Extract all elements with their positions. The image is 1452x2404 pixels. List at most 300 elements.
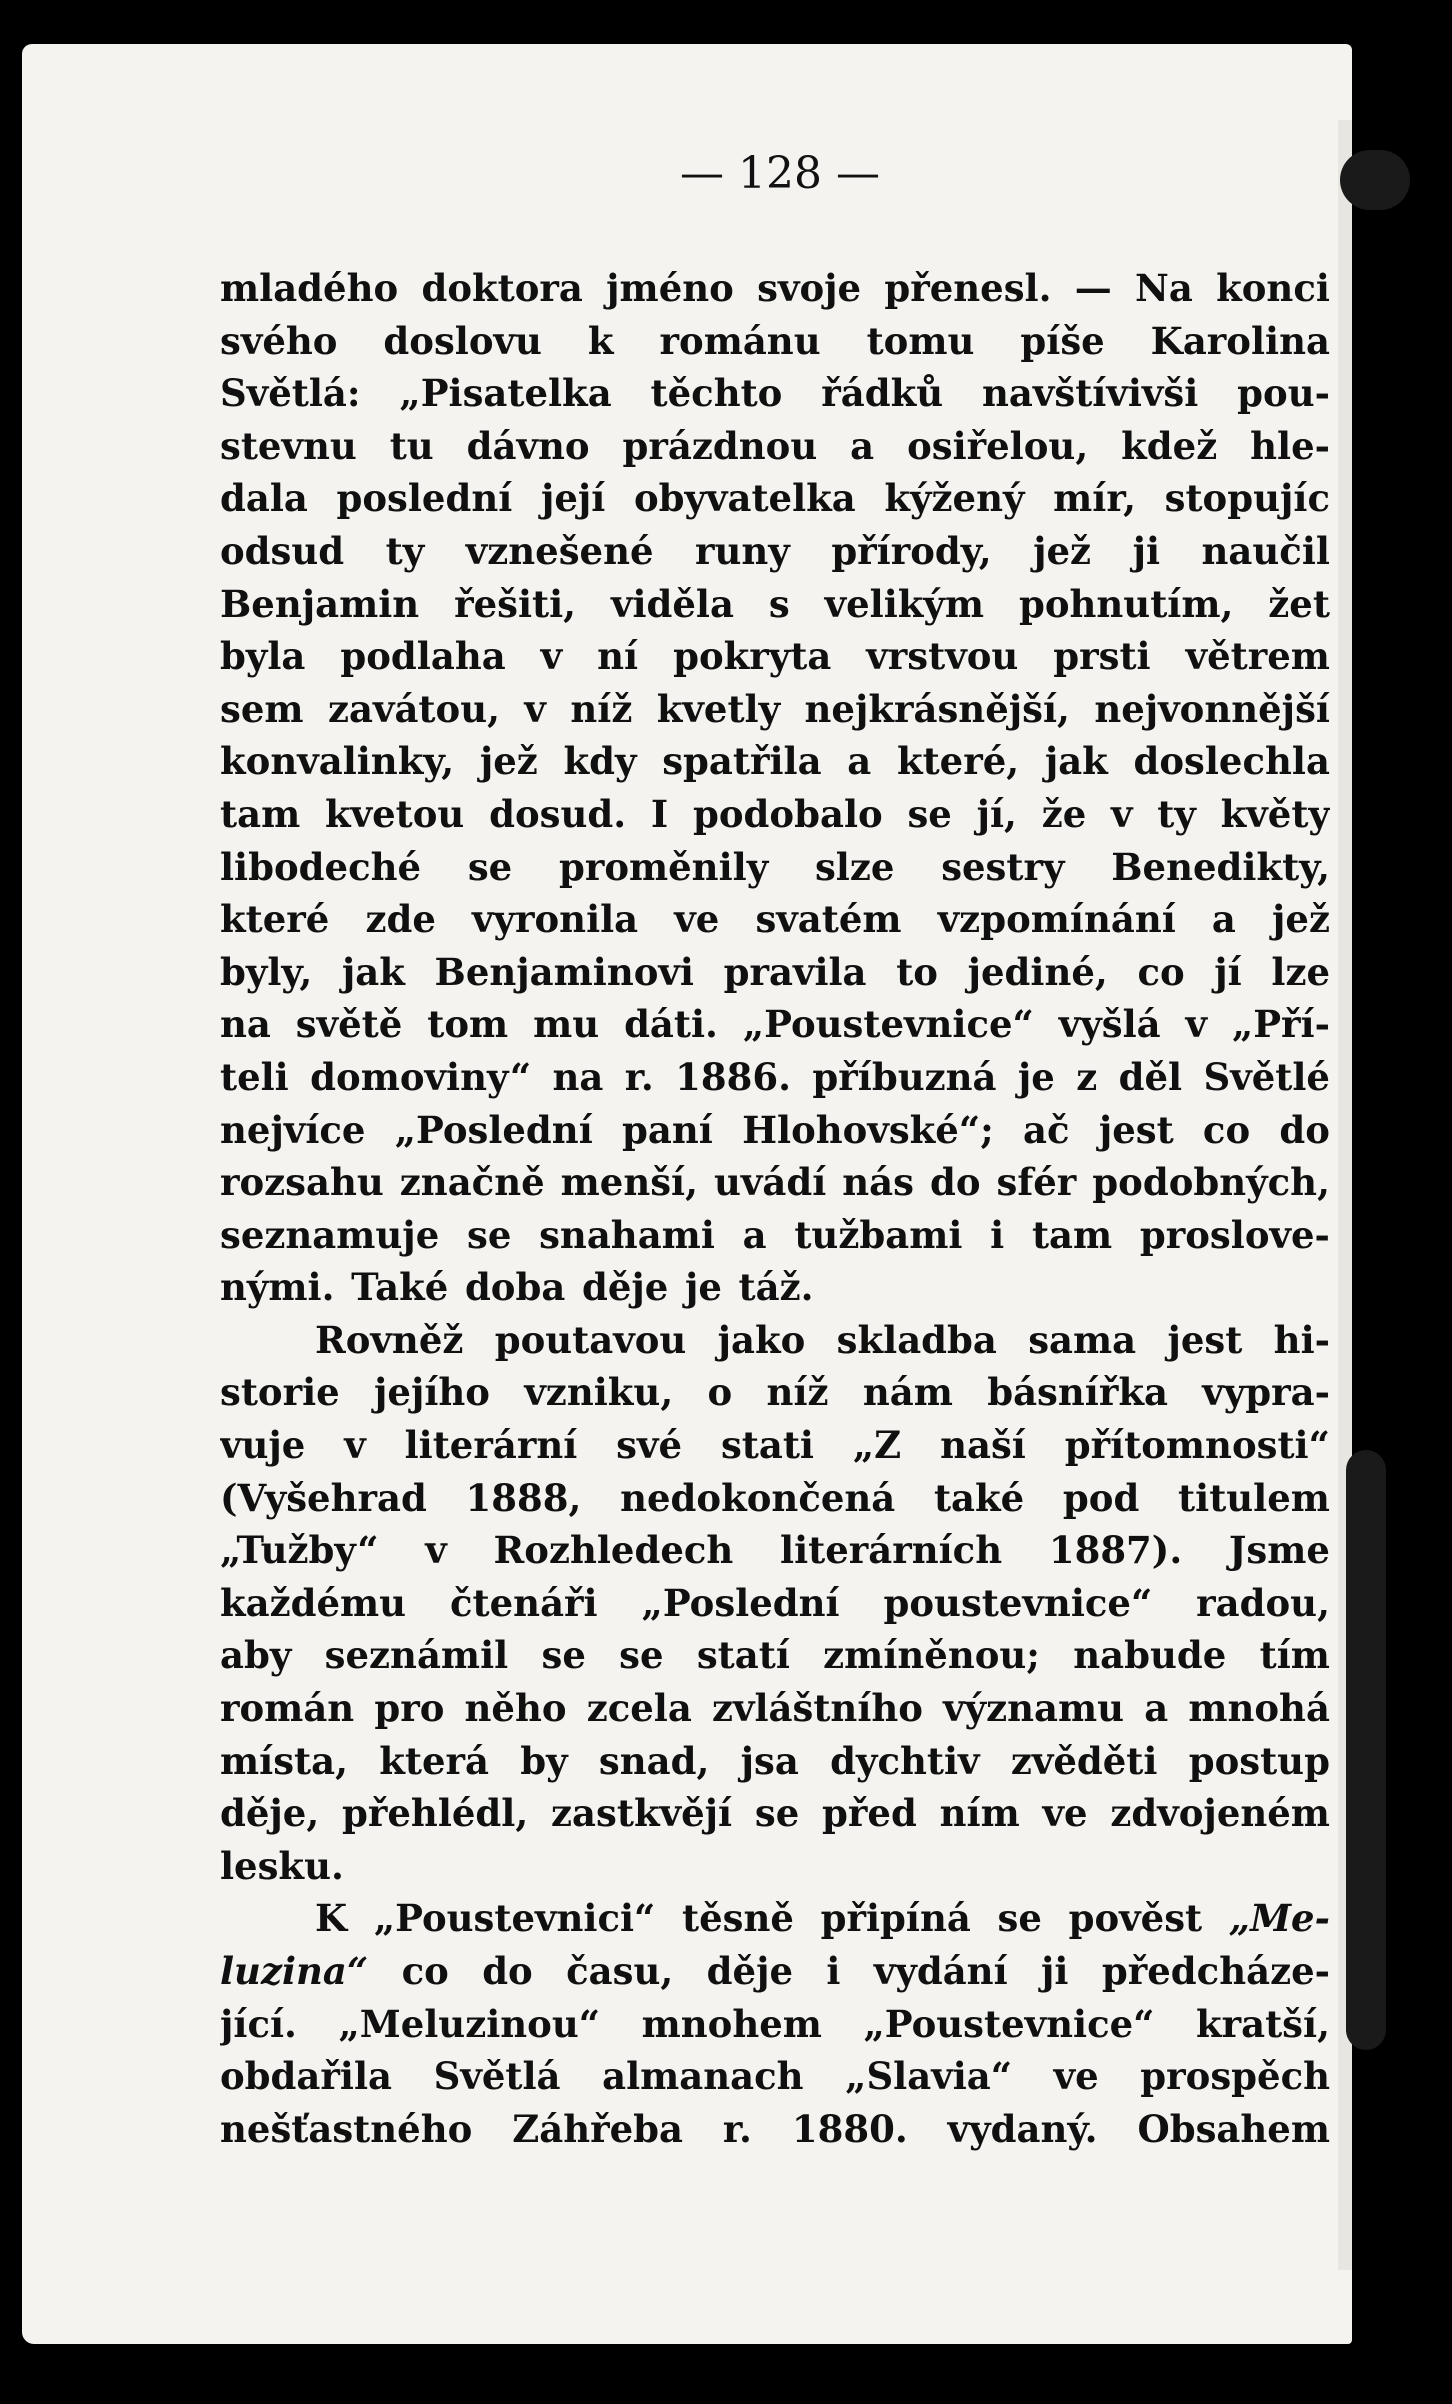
word: pověst [1068,1896,1203,1941]
word: vydaný. [947,2106,1098,2151]
word: nám [862,1370,953,1415]
text-line [220,578,1330,631]
word: 1880. [791,2106,908,2151]
text-line [220,998,1330,1051]
word: „Slavia“ [845,2054,1013,2099]
word: světě [295,1002,403,1047]
word: co [401,1949,449,1993]
word: kýžený [884,476,1025,521]
word: aby [220,1633,292,1678]
word: by [520,1738,568,1783]
word: řádků [821,371,944,416]
word: „Poslední [641,1580,840,1625]
text-line [220,1629,1330,1682]
word: jediné, [967,949,1108,994]
word: o [707,1370,733,1415]
word: v [540,634,563,679]
word: snad, [598,1738,710,1783]
word: doslechla [1133,739,1330,784]
word: a [742,1212,767,1257]
word: těchto [650,371,783,416]
text-line [220,525,1330,578]
word: přítomnosti“ [1064,1423,1330,1468]
word: dáti. [624,1002,718,1047]
word: kvetly [656,686,781,731]
word: zdvojeném [1110,1791,1330,1836]
word: se [619,1633,664,1678]
word: její [540,476,606,521]
word: ve [674,897,720,942]
word: vypra- [1202,1370,1330,1415]
word: jest [1098,1107,1174,1152]
word: jak [1044,739,1108,784]
word: rozsahu [220,1160,384,1205]
word: pod [1062,1475,1140,1520]
word: které, [896,739,1020,784]
word: tím [1259,1633,1330,1678]
scan-shadow-lower [1346,1450,1386,2050]
word: pohnutím, [1018,581,1234,626]
word: jež [479,739,538,784]
word: zvláštního [711,1686,923,1731]
text-line [220,735,1330,788]
word: které [220,897,330,942]
word: I [650,791,669,836]
text-line [220,683,1330,736]
word: tom [427,1002,509,1047]
word: nás [842,1160,914,1205]
word: sfér [996,1160,1077,1205]
word: dosud. [489,791,627,836]
word: nejvíce [220,1107,366,1152]
word: Benjamin [220,581,420,626]
word: času, [566,1949,674,1993]
word: děl [1118,1054,1183,1099]
word: významu [943,1686,1125,1731]
text-line [220,2103,1330,2156]
word: „Poustevnici“ [373,1896,656,1941]
word: spatřila [662,739,822,784]
word: Záhřeba [512,2106,683,2151]
word: prázdnou [622,423,818,468]
text-line [220,1472,1330,1525]
word: ji [1132,528,1161,573]
word: jsa [740,1738,799,1783]
word: vyronila [472,897,639,942]
word: jak [341,949,405,994]
word: paní [622,1107,713,1152]
word: jí [1214,949,1242,994]
word: Světlé [1203,1054,1330,1099]
word: odsud [220,528,345,573]
word: ve [1042,1791,1088,1836]
word: něho [464,1686,567,1731]
word: Světlá: [220,371,361,416]
word: prsti [1053,634,1151,679]
word: připíná [820,1896,971,1941]
word: jako [717,1317,806,1362]
word: dychtiv [830,1738,980,1783]
text-line [220,2050,1330,2103]
word: obyvatelka [633,476,856,521]
word: seznámil [324,1633,509,1678]
word: k [587,318,614,363]
word: děje [706,1949,793,1993]
word: tužbami [794,1212,963,1257]
word: lesku. [220,1843,344,1888]
word: román [220,1686,355,1731]
word: se [997,1896,1042,1941]
word: větrem [1185,634,1330,679]
word: „Meluzinou“ [338,2001,601,2046]
word: řešiti, [454,581,577,626]
word: co [1137,949,1185,994]
word: níž [570,686,633,731]
word: Obsahem [1137,2106,1330,2151]
word: Jsme [1228,1528,1330,1573]
word: (Vyšehrad [220,1475,427,1520]
word: titulem [1178,1475,1330,1520]
word: také [933,1475,1025,1520]
word: Na [1135,266,1193,310]
word: těsně [682,1896,794,1941]
word: skladba [836,1317,997,1362]
word: a [1211,897,1236,942]
word: „Poustevnice“ [742,1002,1034,1047]
word: Rozhledech [493,1528,734,1573]
word: jež [1272,897,1330,942]
word: vuje [220,1423,306,1468]
word: vzpomínání [937,897,1176,942]
word: „Pří- [1231,1002,1330,1047]
word: to [896,949,938,994]
word: snahami [539,1212,715,1257]
word: čtenáři [450,1580,598,1625]
word: a [847,739,872,784]
word: do [929,1160,981,1205]
page-number: — 128 — [680,148,880,199]
word: mu [533,1002,600,1047]
text-line [220,1735,1330,1788]
word: postup [1188,1738,1330,1783]
word: táž. [738,1265,814,1310]
text-line [220,262,1330,315]
word: v [1111,791,1133,836]
word: podobných, [1092,1160,1330,1205]
text-line [220,1104,1330,1157]
word: vyšlá [1058,1002,1161,1047]
word: nými. [220,1265,335,1310]
word: osiřelou, [907,423,1089,468]
word: vydání [873,1949,1008,1993]
text-line [220,1577,1330,1630]
word: se [467,844,513,889]
word: „Pisatelka [399,371,612,416]
word: dala [220,476,308,521]
word: svého [220,318,338,363]
word: proslove- [1139,1212,1330,1257]
text-line [220,1051,1330,1104]
text-line [220,1366,1330,1419]
text-line [220,1419,1330,1472]
word: naší [940,1423,1026,1468]
word: i [826,1949,841,1993]
word: v [425,1528,447,1573]
word: slze [814,844,895,889]
word: že [1041,791,1087,836]
word: květy [1220,791,1330,836]
word: „Z [852,1423,902,1468]
word: pokryta [673,634,832,679]
word: „Poslední [394,1107,593,1152]
word: almanach [602,2054,804,2099]
text-line [220,630,1330,683]
word: prospěch [1140,2054,1330,2099]
word: pou- [1237,371,1330,416]
word: z [1076,1054,1098,1099]
word: níž [766,1370,829,1415]
word: v [344,1423,366,1468]
word: před [822,1791,917,1836]
word: statí [696,1633,790,1678]
text-line [220,893,1330,946]
word: zcela [586,1686,692,1731]
word: románu [659,318,821,363]
word: se [907,791,952,836]
word: i [990,1212,1005,1257]
word: radou, [1196,1580,1330,1625]
word: storie [220,1370,340,1415]
word: jméno [606,266,734,310]
word: proměnily [558,844,769,889]
word: zmíněnou; [823,1633,1040,1678]
word: mír, [1053,476,1136,521]
word: Světlá [433,2054,561,2099]
word: mnohá [1188,1686,1330,1731]
word: a [1144,1686,1169,1731]
word: která [379,1738,489,1783]
text-line [220,1787,1330,1840]
word: poutavou [494,1317,687,1362]
word: a [850,423,875,468]
text-line [220,788,1330,841]
word: příbuzná [812,1054,997,1099]
text-line [220,315,1330,368]
word: nešťastného [220,2106,473,2151]
word: tam [1031,1212,1113,1257]
word: konvalinky, [220,739,455,784]
word: přehlédl, [342,1791,529,1836]
word: sama [1028,1317,1137,1362]
word: kvetou [324,791,465,836]
word: je [684,1265,722,1310]
word: sestry [941,844,1065,889]
word: teli [220,1054,289,1099]
text-line [220,1524,1330,1577]
word: značně [399,1160,545,1205]
text-line [220,420,1330,473]
word: s [768,581,790,626]
word: nedokončená [620,1475,896,1520]
word: ní [597,634,639,679]
word: každému [220,1580,407,1625]
text-line [220,1945,1330,1998]
word: nejvonnější [1094,686,1330,731]
word: zavátou, [327,686,500,731]
word: kdy [563,739,637,784]
text-line [220,1998,1330,2051]
word: ty [385,528,425,573]
word: kratší, [1195,2001,1330,2046]
word: konci [1216,266,1330,310]
text-line [220,841,1330,894]
word: Benedikty, [1111,844,1330,889]
word: ním [939,1791,1020,1836]
word: nabude [1073,1633,1227,1678]
word: velikým [824,581,985,626]
word: pravila [723,949,867,994]
word: hi- [1273,1317,1330,1362]
word: co [1202,1107,1251,1152]
word: 1887). [1048,1528,1183,1573]
word: v [524,686,546,731]
word: doktora [421,266,583,310]
word: do [1279,1107,1330,1152]
text-line [220,1261,1330,1314]
word: literárních [780,1528,1003,1573]
word: zde [365,897,436,942]
word: byla [220,634,306,679]
word: se [541,1633,586,1678]
word: uvádí [713,1160,827,1205]
word: jící. [220,2001,297,2046]
word: byly, [220,949,313,994]
word: „Poustevnice“ [863,2001,1155,2046]
word: lze [1271,949,1330,994]
word: děje [581,1265,669,1310]
word: zastkvějí [551,1791,733,1836]
word: Karolina [1150,318,1330,363]
word: stopujíc [1164,476,1330,521]
word: hle- [1250,423,1330,468]
text-line [220,1682,1330,1735]
word: v [1185,1002,1208,1047]
word: seznamuje [220,1212,440,1257]
word: ve [1053,2054,1099,2099]
word: podlaha [340,634,506,679]
word: luzina“ [220,1949,369,1993]
word: 1888, [465,1475,582,1520]
word: svatém [755,897,902,942]
word: 1886. [675,1054,792,1099]
word: vzniku, [524,1370,674,1415]
word: vrstvou [866,634,1019,679]
text-line [220,1209,1330,1262]
word: r. [624,1054,654,1099]
word: tu [389,423,434,468]
word: jí, [976,791,1017,836]
word: r. [722,2106,752,2151]
word: „Me- [1228,1896,1330,1941]
word: píše [1020,318,1105,363]
text-line [220,946,1330,999]
word: Hlohovské“; [742,1107,994,1152]
word: doba [464,1265,566,1310]
word: děje, [220,1791,320,1836]
word: své [616,1423,683,1468]
text-line [220,1156,1330,1209]
word: zvěděti [1010,1738,1158,1783]
word: viděla [610,581,734,626]
word: tomu [866,318,975,363]
word: básnířka [987,1370,1168,1415]
word: naučil [1201,528,1330,573]
word: ty [1157,791,1196,836]
word: do [482,1949,533,1993]
word: jest [1167,1317,1243,1362]
word: dávno [466,423,590,468]
word: doslovu [383,318,542,363]
word: Také [351,1265,449,1310]
word: jež [1033,528,1092,573]
text-line [220,367,1330,420]
word: poslední [336,476,513,521]
word: vznešené [465,528,654,573]
word: libodeché [220,844,422,889]
word: přenesl. [884,266,1052,310]
word: na [220,1002,271,1047]
word: obdařila [220,2054,392,2099]
word: místa, [220,1738,348,1783]
word: mladého [220,266,399,310]
word: Rovněž [315,1317,464,1362]
word: mnohem [641,2001,822,2046]
word: stati [720,1423,814,1468]
word: svoje [757,266,862,310]
word: předcháze- [1101,1949,1330,1993]
word: literární [404,1423,578,1468]
word: menší, [560,1160,698,1205]
word: tam [220,791,301,836]
word: domoviny“ [310,1054,532,1099]
word: kdež [1121,423,1218,468]
word: runy [695,528,790,573]
word: jejího [374,1370,490,1415]
word: podobalo [693,791,883,836]
word: poustevnice“ [883,1580,1153,1625]
text-line [220,1892,1330,1945]
word: ji [1041,1949,1069,1993]
word: se [466,1212,512,1257]
word: sem [220,686,304,731]
text-line [220,1314,1330,1367]
word: „Tužby“ [220,1528,379,1573]
word: ač [1023,1107,1070,1152]
word: Benjaminovi [434,949,694,994]
word: je [1017,1054,1055,1099]
word: — [1074,266,1112,310]
text-line [220,1840,1330,1893]
word: na [552,1054,604,1099]
word: nejkrásnější, [804,686,1070,731]
word: žet [1268,581,1330,626]
word: navštívivši [981,371,1199,416]
word: se [754,1791,800,1836]
text-line [220,472,1330,525]
body-text [220,262,1330,2155]
word: K [315,1896,348,1941]
word: pro [374,1686,445,1731]
